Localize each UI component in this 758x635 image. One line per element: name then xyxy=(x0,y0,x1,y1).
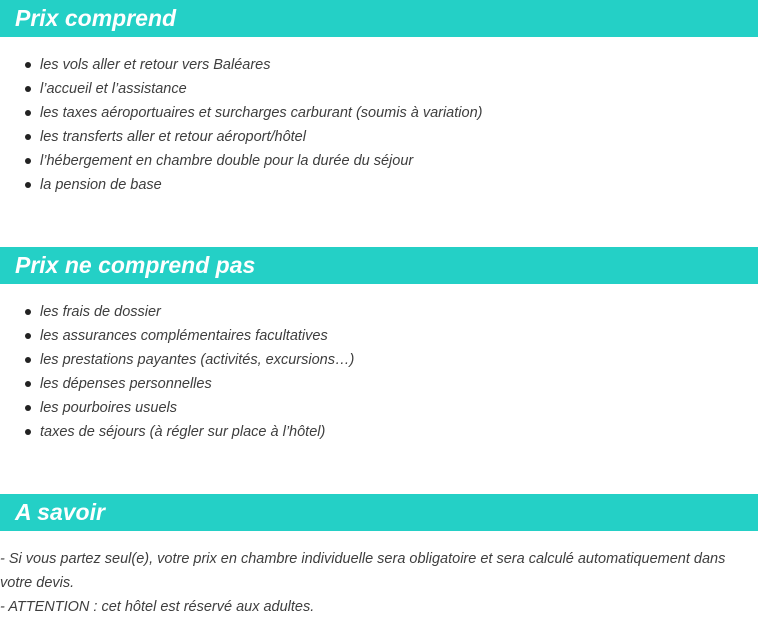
included-list xyxy=(0,53,758,197)
bullet-icon xyxy=(25,62,31,68)
list-item xyxy=(0,324,758,348)
section-heading: Prix ne comprend pas xyxy=(0,247,758,284)
list-item xyxy=(0,173,758,197)
note-text: - Si vous partez seul(e), votre prix en chambre individuelle sera obligatoire et sera calculé automatiquement dans votre devis. xyxy=(0,551,726,591)
bullet-icon xyxy=(25,405,31,411)
list-item-text: la pension de base xyxy=(40,177,162,193)
list-item xyxy=(0,372,758,396)
section-a-savoir xyxy=(0,494,758,619)
list-item-text: les frais de dossier xyxy=(40,304,161,320)
list-item xyxy=(0,348,758,372)
bullet-icon xyxy=(25,86,31,92)
bullet-icon xyxy=(25,381,31,387)
list-item xyxy=(0,396,758,420)
section-prix-comprend xyxy=(0,0,758,197)
list-item-text: les assurances complémentaires facultatives xyxy=(40,328,328,344)
section-prix-ne-comprend-pas xyxy=(0,247,758,444)
bullet-icon xyxy=(25,158,31,164)
list-item-text: les vols aller et retour vers Baléares xyxy=(40,57,271,73)
list-item-text: l’accueil et l’assistance xyxy=(40,81,187,97)
list-item-text: taxes de séjours (à régler sur place à l’hôtel) xyxy=(40,424,326,440)
list-item-text: les pourboires usuels xyxy=(40,400,178,416)
list-item xyxy=(0,77,758,101)
list-item-text: les transferts aller et retour aéroport/hôtel xyxy=(40,129,306,145)
excluded-list xyxy=(0,300,758,444)
list-item xyxy=(0,53,758,77)
list-item-text: l’hébergement en chambre double pour la durée du séjour xyxy=(40,153,414,169)
bullet-icon xyxy=(25,357,31,363)
bullet-icon xyxy=(25,333,31,339)
list-item xyxy=(0,101,758,125)
bullet-icon xyxy=(25,429,31,435)
note-text: - ATTENTION : cet hôtel est réservé aux adultes. xyxy=(0,599,315,615)
list-item-text: les prestations payantes (activités, excursions…) xyxy=(40,352,355,368)
bullet-icon xyxy=(25,134,31,140)
section-heading: A savoir xyxy=(0,494,758,531)
list-item-text: les dépenses personnelles xyxy=(40,376,212,392)
section-heading: Prix comprend xyxy=(0,0,758,37)
list-item xyxy=(0,125,758,149)
list-item-text: les taxes aéroportuaires et surcharges carburant (soumis à variation) xyxy=(40,105,483,121)
list-item xyxy=(0,149,758,173)
notes-block xyxy=(0,547,758,619)
bullet-icon xyxy=(25,182,31,188)
list-item xyxy=(0,300,758,324)
bullet-icon xyxy=(25,110,31,116)
bullet-icon xyxy=(25,309,31,315)
list-item xyxy=(0,420,758,444)
